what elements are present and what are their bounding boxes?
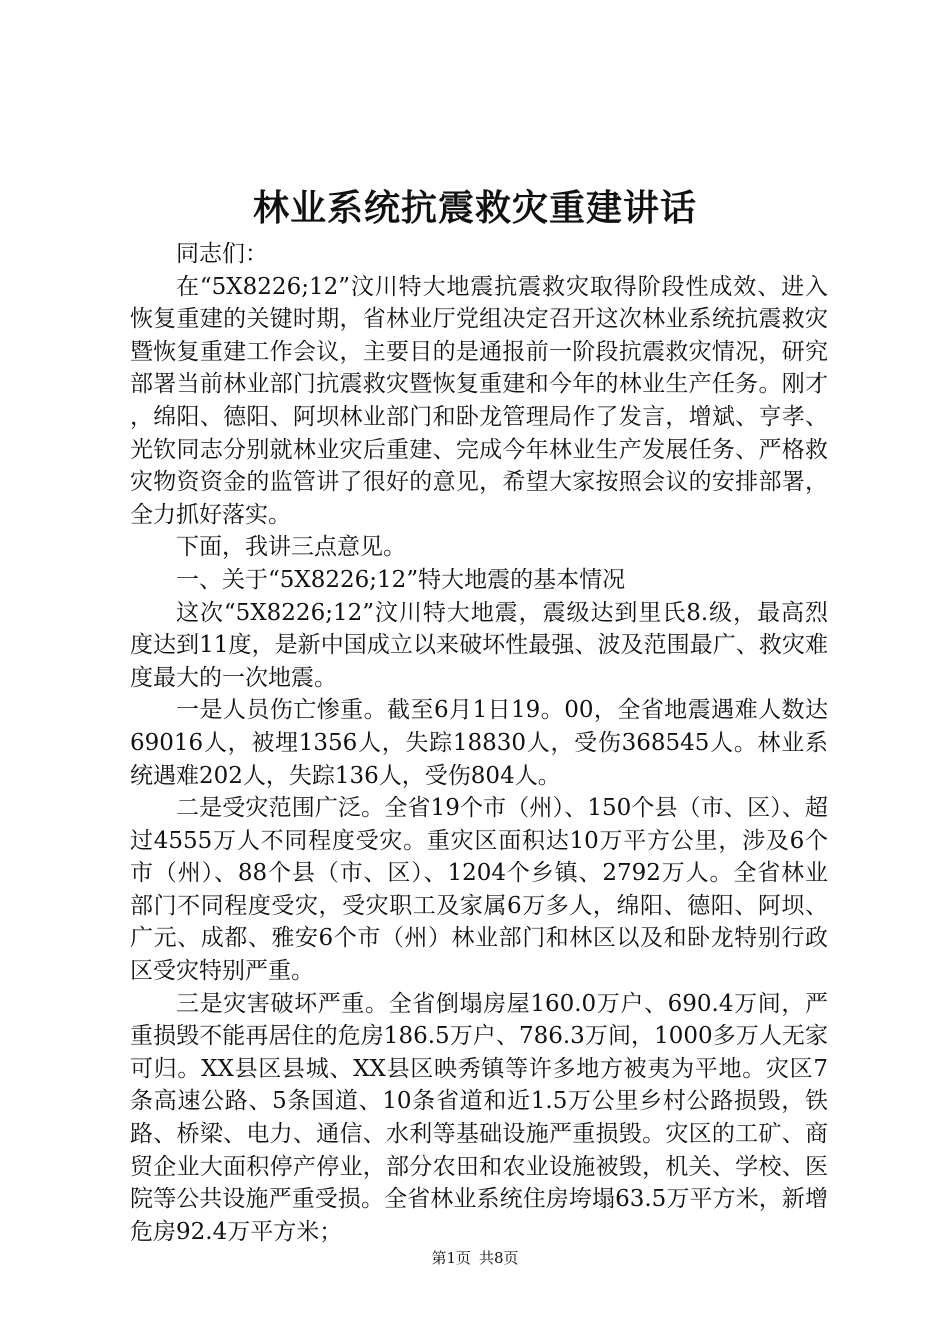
- page-number: 第1页: [431, 1249, 471, 1267]
- page-total: 共8页: [479, 1249, 519, 1267]
- casualties-paragraph: 一是人员伤亡惨重。截至6月1日19。00，全省地震遇难人数达69016人，被埋1356人，失踪18830人，受伤368545人。林业系统遇难202人，失踪136人，受伤804人。: [130, 697, 828, 789]
- outline-paragraph: 下面，我讲三点意见。: [176, 534, 406, 561]
- page-footer: [0, 1248, 950, 1268]
- earthquake-summary-paragraph: 这次“5X8226;12”汶川特大地震，震级达到里氏8.级，最高烈度达到11度，是新中国成立以来破坏性最强、波及范围最广、救灾难度最大的一次地震。: [130, 599, 828, 691]
- document-title: 林业系统抗震救灾重建讲话: [252, 187, 697, 229]
- affected-area-paragraph: 二是受灾范围广泛。全省19个市（州）、150个县（市、区）、超过4555万人不同程度受灾。重灾区面积达10万平方公里，涉及6个市（州）、88个县（市、区）、1204个乡镇、2792万人。全省林业部门不同程度受灾，受灾职工及家属6万多人，绵阳、德阳、阿坝、广元、成都、雅安6个市（州）林业部门和林区以及和卧龙特别行政区受灾特别严重。: [130, 795, 828, 985]
- salutation-paragraph: 同志们：: [176, 241, 268, 267]
- intro-paragraph: 在“5X8226;12”汶川特大地震抗震救灾取得阶段性成效、进入恢复重建的关键时期，省林业厅党组决定召开这次林业系统抗震救灾暨恢复重建工作会议，主要目的是通报前一阶段抗震救灾情况，研究部署当前林业部门抗震救灾暨恢复重建和今年的林业生产任务。刚才，绵阳、德阳、阿坝林业部门和卧龙管理局作了发言，增斌、亨孝、光钦同志分别就林业灾后重建、完成今年林业生产发展任务、严格救灾物资资金的监管讲了很好的意见，希望大家按照会议的安排部署，全力抓好落实。: [130, 273, 828, 528]
- section-heading-1: 一、关于“5X8226;12”特大地震的基本情况: [176, 566, 626, 593]
- damage-paragraph: 三是灾害破坏严重。全省倒塌房屋160.0万户、690.4万间，严重损毁不能再居住的危房186.5万户、786.3万间，1000多万人无家可归。XX县区县城、XX县区映秀镇等许多地方被夷为平地。灾区7条高速公路、5条国道、10条省道和近1.5万公里乡村公路损毁，铁路、桥梁、电力、通信、水利等基础设施严重损毁。灾区的工矿、商贸企业大面积停产停业，部分农田和农业设施被毁，机关、学校、医院等公共设施严重受损。全省林业系统住房垮塌63.5万平方米，新增危房92.4万平方米；: [130, 990, 828, 1245]
- document-body: [130, 238, 828, 1248]
